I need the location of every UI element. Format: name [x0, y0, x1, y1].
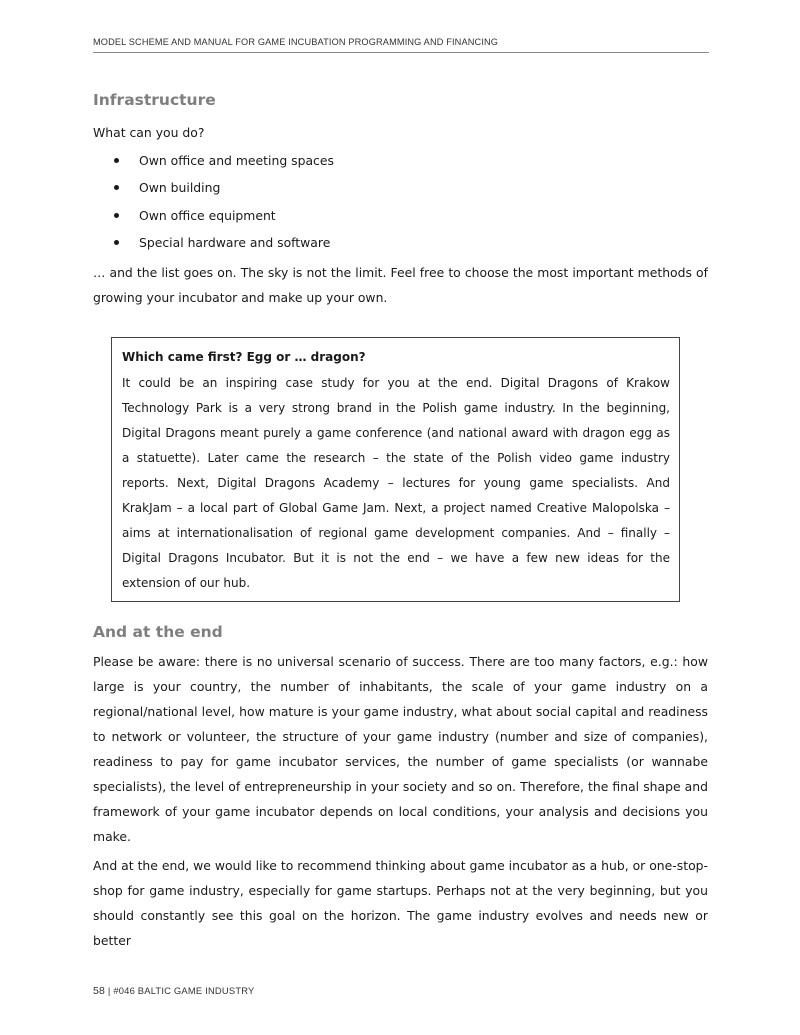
list-item: Own office equipment: [93, 202, 708, 229]
list-item: Special hardware and software: [93, 229, 708, 256]
list-item: Own office and meeting spaces: [93, 147, 708, 174]
infrastructure-closing-paragraph: … and the list goes on. The sky is not the limit. Feel free to choose the most important methods of growing your incubator and make up your own.: [93, 265, 708, 306]
case-study-box: [111, 337, 680, 602]
intro-question: What can you do?: [93, 125, 205, 140]
running-header: MODEL SCHEME AND MANUAL FOR GAME INCUBATION PROGRAMMING AND FINANCING: [93, 37, 499, 47]
publication-title: #046 BALTIC GAME INDUSTRY: [113, 985, 255, 996]
case-study-body: It could be an inspiring case study for you at the end. Digital Dragons of Krakow Technology Park is a very strong brand in the Polish game industry. In the beginning, Digital Dragons meant purely a game conference (and national award with dragon egg as a statuette). Later came the research – the state of the Polish video game industry reports. Next, Digital Dragons Academy – lectures for young game specialists. And KrakJam – a local part of Global Game Jam. Next, a project named Creative Malopolska – aims at internationalisation of regional game development companies. And – finally – Digital Dragons Incubator. But it is not the end – we have a few new ideas for the extension of our hub.: [122, 376, 670, 591]
bullet-icon: [114, 213, 119, 218]
header-divider: [93, 52, 709, 53]
section-heading-and-at-the-end: And at the end: [93, 623, 223, 642]
list-item: Own building: [93, 174, 708, 201]
bullet-icon: [114, 158, 119, 163]
bullet-icon: [114, 185, 119, 190]
page-number: 58: [93, 985, 106, 997]
case-study-title: Which came first? Egg or … dragon?: [122, 350, 366, 365]
body-paragraph: And at the end, we would like to recommend thinking about game incubator as a hub, or one-stop-shop for game industry, especially for game startups. Perhaps not at the very beginning, but you should constantly see this goal on the horizon. The game industry evolves and needs new or better: [93, 858, 708, 949]
footer-separator: |: [105, 985, 114, 996]
page-content: [93, 86, 708, 953]
page-footer: [93, 985, 255, 997]
infrastructure-list: [93, 147, 708, 256]
bullet-icon: [114, 240, 119, 245]
section-heading-infrastructure: Infrastructure: [93, 91, 216, 109]
body-paragraph: Please be aware: there is no universal scenario of success. There are too many factors, e.g.: how large is your country, the number of inhabitants, the scale of your game industry on a regional/national level, how mature is your game industry, what about social capital and readiness to network or volunteer, the structure of your game industry (number and size of companies), readiness to pay for game incubator services, the number of game specialists (or wannabe specialists), the level of entrepreneurship in your society and so on. Therefore, the final shape and framework of your game incubator depends on local conditions, your analysis and decisions you make.: [93, 654, 708, 845]
